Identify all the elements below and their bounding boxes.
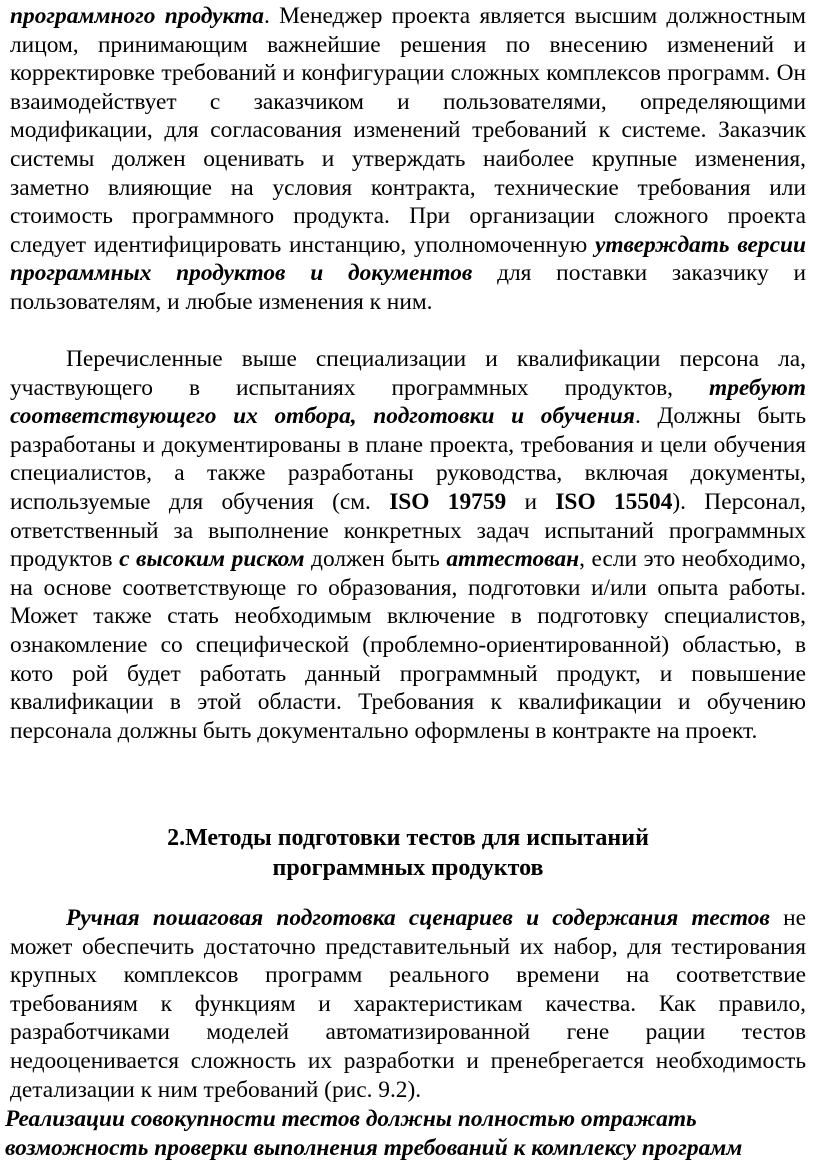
body-text: для поставки заказчику и пользователям, и любые изменения к ним. (10, 260, 806, 315)
standard-reference: ISO 19759 (389, 488, 507, 515)
body-text: и (506, 488, 556, 515)
emphasis-text: программного продукта (10, 3, 264, 29)
body-text: , если это необходимо, на основе соответствующе го образования, подготовки и/или опыта работы. Может также стать необходимым включение в подготовку специалистов, ознакомление со специфической (проблемно-ориентированной) областью, в кото рой будет работать данный программный продукт, и повышение квалификации в этой области. Требования к квалификации и обучению персонала должны быть документально оформлены в контракте на проект. (10, 546, 806, 744)
emphasis-text: требуют соответствующего их отбора, подготовки и обучения (10, 374, 806, 430)
paragraph-project-manager (10, 2, 806, 317)
body-text: ). Персонал, ответственный за выполнение конкретных задач испытаний программных продуктов (10, 488, 806, 573)
body-text: . Менеджер проекта является высшим должностным лицом, принимающим важнейшие решения по внесению изменений и корректировке требований и конфигурации сложных комплексов программ. Он взаимодействует с заказчиком и пользователями, определяющими модификации, для согласования изменений требований к системе. Заказчик системы должен оценивать и утверждать наиболее крупные изменения, заметно влияющие на условия контракта, технические требования или стоимость программного продукта. При организации сложного проекта следует идентифицировать инстанцию, уполномоченную (10, 3, 806, 258)
paragraph-test-sets (5, 1105, 811, 1162)
body-text: должен быть (304, 546, 447, 573)
emphasis-line: Реализации совокупности тестов должны полностью отражать (5, 1106, 697, 1132)
paragraph-test-preparation (10, 904, 806, 1104)
emphasis-text: утверждать версии программных продуктов и документов (10, 231, 806, 287)
emphasis-text: аттестован (446, 546, 580, 573)
emphasis-text: с высоким риском (119, 546, 305, 573)
emphasis-text: Ручная пошаговая подготовка сценариев и содержания тестов (66, 905, 770, 931)
section-heading (0, 823, 816, 883)
body-text: Перечисленные выше специализации и квалификации персона ла, участвующего в испытаниях программных продуктов, (10, 346, 806, 401)
body-text: не может обеспечить достаточно представительный их набор, для тестирования крупных комплексов программ реального времени на соответствие требованиям к функциям и характеристикам качества. Как правило, разработчиками моделей автоматизированной гене рации тестов недооценивается сложность их разработки и пренебрегается необходимость детализации к ним требований (рис. 9.2). (10, 905, 807, 1103)
paragraph-personnel-qualification (10, 345, 806, 745)
section-heading-line: 2.Методы подготовки тестов для испытаний (167, 825, 649, 851)
standard-reference: ISO 15504 (555, 488, 673, 515)
emphasis-line: возможность проверки выполнения требований к комплексу программ (5, 1134, 743, 1161)
section-heading-line: программных продуктов (272, 855, 544, 881)
body-text: . Должны быть разработаны и документированы в плане проекта, требования и цели обучения специалистов, а также разработаны руководства, включая документы, используемые для обучения (см. (10, 403, 806, 515)
